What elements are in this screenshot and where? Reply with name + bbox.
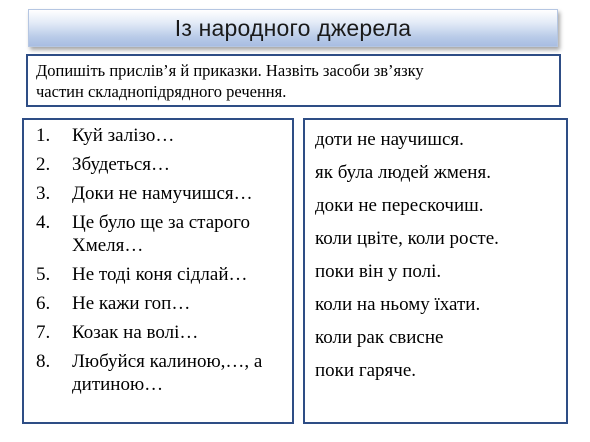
item-number: 8.	[36, 351, 51, 372]
list-item	[24, 182, 292, 205]
item-number: 7.	[36, 322, 51, 343]
proverb-beginning: Не кажи гоп…	[72, 293, 191, 314]
proverb-beginning: Це було ще за старого Хмеля…	[72, 212, 250, 256]
proverb-ending: як була людей жменя.	[315, 162, 491, 183]
proverb-ending: доти не научишся.	[315, 129, 464, 150]
proverb-beginning: Куй залізо…	[72, 125, 175, 146]
proverb-beginning: Доки не намучишся…	[72, 183, 253, 204]
list-item	[24, 350, 292, 396]
list-item	[24, 321, 292, 344]
proverb-beginnings-panel	[22, 118, 294, 424]
proverb-ending: поки гаряче.	[315, 360, 417, 381]
slide-title-bar	[28, 9, 558, 47]
task-line-2: частин складнопідрядного речення.	[36, 82, 287, 101]
list-item	[24, 263, 292, 286]
item-number: 2.	[36, 154, 51, 175]
task-line-1: Допишіть прислів’я й приказки. Назвіть засоби зв’язку	[36, 61, 424, 80]
item-number: 5.	[36, 264, 51, 285]
proverb-beginning: Козак на волі…	[72, 322, 199, 343]
item-number: 4.	[36, 212, 51, 233]
item-number: 1.	[36, 125, 51, 146]
proverb-ending: коли рак свисне	[315, 327, 444, 348]
proverb-ending: коли цвіте, коли росте.	[315, 228, 499, 249]
slide-title: Із народного джерела	[174, 14, 412, 41]
list-item	[24, 124, 292, 147]
proverb-endings-panel	[303, 118, 568, 424]
proverb-ending: доки не перескочиш.	[315, 195, 484, 216]
item-number: 6.	[36, 293, 51, 314]
list-item	[24, 211, 292, 257]
list-item	[24, 292, 292, 315]
proverb-ending: поки він у полі.	[315, 261, 442, 282]
proverb-beginning: Збудеться…	[72, 154, 171, 175]
proverb-beginning: Не тоді коня сідлай…	[72, 264, 248, 285]
proverb-ending: коли на ньому їхати.	[315, 294, 481, 315]
list-item	[24, 153, 292, 176]
task-instruction-box	[26, 54, 561, 107]
item-number: 3.	[36, 183, 51, 204]
proverb-beginning: Любуйся калиною,…, а дитиною…	[72, 351, 263, 395]
